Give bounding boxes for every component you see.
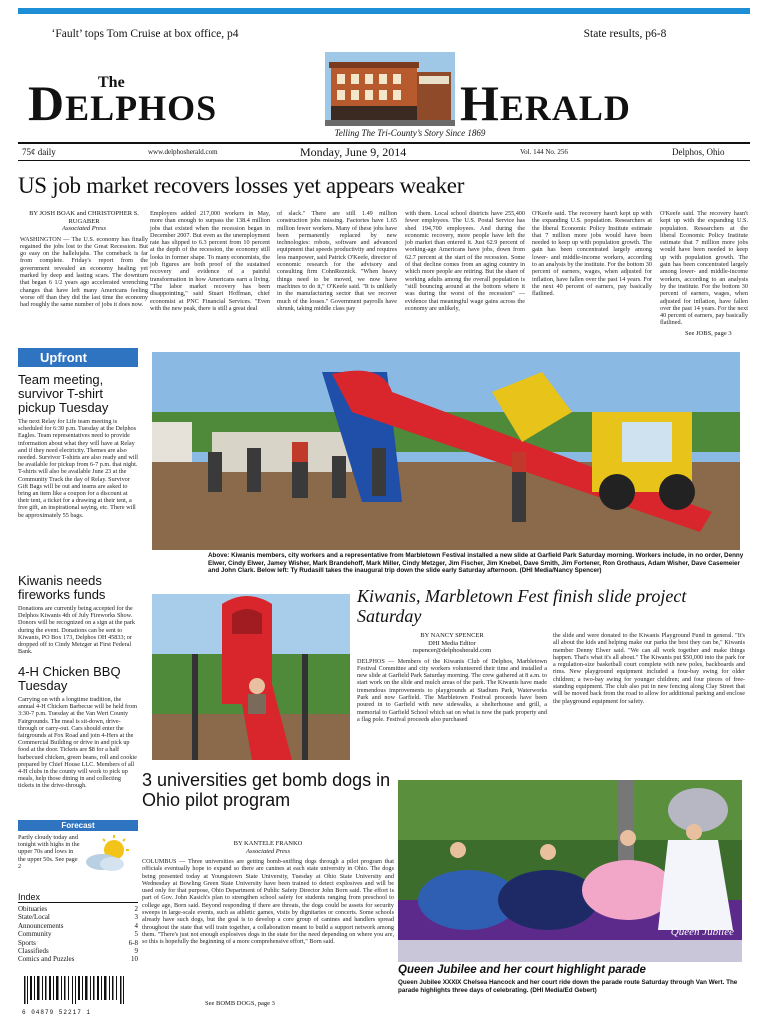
masthead-delphos: DELPHOS (28, 75, 218, 131)
upfront-sidebar (18, 348, 138, 964)
forecast-header: Forecast (18, 820, 138, 831)
teaser-right[interactable]: State results, p6-8 (583, 28, 667, 40)
upfront-item-1-body: The next Relay for Life team meeting is scheduled for 6:30 p.m. Tuesday at the Delphos Eagles. Team representatives need to provide information about what they will have at Relay and if they need electricity. Themes are also needed. Survivor T-shirts are also ready and will be available for pickup from 6-7 p.m. that night. T-shirts will also be available June 23 at the Community Track the day of Relay. Survivor Gift Bags will be out and teams are asked to bring an item like a coupon for a discount at their tent, a ticket for a drawing at their tent, a free gift, an inspirational saying, etc. There will be approximately 55 bags. (18, 418, 138, 519)
masthead-herald: HERALD (460, 75, 631, 131)
kiwanis-col-1 (357, 632, 547, 768)
photo-child-on-slide[interactable] (152, 594, 350, 760)
upfront-item-2-body: Donations are currently being accepted for the Delphos Kiwanis 4th of July Fireworks Show. Donors will be recognized on a sign at the park during the event. Donations can be sent to Kiwanis, PO Box 173, Delphos OH 45833; or dropped off to Cindy Metzger at First Federal Bank. (18, 605, 136, 656)
upfront-header: Upfront (18, 348, 138, 367)
lead-jump[interactable]: See JOBS, page 3 (685, 330, 732, 337)
teaser-left[interactable]: ‘Fault’ tops Tom Cruise at box office, p4 (51, 28, 239, 40)
masthead-tagline: Telling The Tri-County’s Story Since 1869 (334, 128, 486, 138)
upfront-item-3-title: 4-H Chicken BBQ Tuesday (18, 664, 121, 693)
kiwanis-text-col-2: the slide and were donated to the Kiwanis Playground Fund in general. "It's all about the kids and helping make our parks the best they can be," Kiwanis member Denny Elwer said. "We can all work together and make things happen. That's what it's all about." The Kiwanis put $50,000 into the park for a regulation-size basketball court complete with new poles, backboards and rims. New playground equipment included a four-bay swing for older children; a two-bay swing for younger children; and four pieces of free-standing equipment. The club also put in new fencing along Clay Street that will be moved back from the road to allow for additional parking and enclose the playground equipment for safety. (553, 632, 745, 705)
bombdogs-headline[interactable]: 3 universities get bomb dogs in Ohio pilot program (142, 770, 391, 810)
photo1-caption: Above: Kiwanis members, city workers and a representative from Marbletown Festival installed a new slide at Garfield Park Saturday morning. Workers include, in no order, Denny Elwer, Cindy Elwer, Jamey Wisher, Mark Brandehoff, Mark Miller, Cindy Metzger, Jim Fischer, Jim Knebel, Dave Smith, Jim Fortener, Ron Grothaus, Adam Wisher, Dave Casemeier and John Clark. Below left: Ty Rudasill takes the inaugural trip down the slide early Saturday afternoon. (DHI Media/Nancy Spencer) (208, 552, 744, 574)
kiwanis-headline[interactable]: Kiwanis, Marbletown Fest finish slide project Saturday (357, 586, 687, 626)
bombdogs-byline-org: Associated Press (246, 847, 290, 855)
lead-text-col-6: O'Keefe said. The recovery hasn't kept up with the expanding U.S. population. Researchers at the liberal Economic Policy Institute estimate that 7 million more jobs would have been needed to keep up with population growth. The gain has been concentrated largely among lower- and middle-income workers, according to an analysis by the institute. For the bottom 30 percent of earners, wages, when adjusted for inflation, have fallen over the past 14 years. For the next 40 percent of earners, pay basically flatlined. (660, 210, 748, 327)
masthead-the: The (98, 74, 125, 91)
website-link[interactable]: www.delphosherald.com (148, 148, 218, 156)
upfront-item-3-body: Carrying on with a longtime tradition, the annual 4-H Chicken Barbecue will be held from 3:30-7 p.m. Tuesday at the Van Wert County Fairgrounds. The meal is sit-down, drive-through or carry-out. Cars should enter the fairgrounds at Fox Road and join 4-Hers at the Commercial Building or drive in and pick up food at the door. Tickets are $8 for a half barbecued chicken, green beans, roll and cookie prepared by Chief House LLC. Members of all 4-H clubs in the county will work to pick up meals, help those dining in and collecting tickets in the drive-through. (18, 696, 138, 790)
price: 75¢ daily (22, 147, 56, 157)
kiwanis-byline: BY NANCY SPENCER (420, 632, 484, 639)
kiwanis-byline-2: DHI Media Editor (428, 639, 476, 647)
location: Delphos, Ohio (672, 147, 725, 157)
lead-byline: BY JOSH BOAK and CHRISTOPHER S. RUGABER (29, 210, 139, 225)
partly-cloudy-icon (80, 834, 136, 874)
bombdogs-body-wrap (142, 840, 394, 994)
volume: Vol. 144 No. 256 (520, 148, 568, 156)
queen-caption: Queen Jubilee XXXIX Chelsea Hancock and her court ride down the parade route Saturday through Van Wert. The parade highlights three days of celebrating. (DHI Media/Ed Gebert) (398, 979, 738, 994)
forecast-box (18, 820, 138, 890)
lead-text-col-4: with them. Local school districts have 255,400 fewer employees. The U.S. Postal Service has shed 194,700 employees. And during the economic recovery, more people have left the job market than entered it. Just 62.9 percent of working-age Americans have jobs, down from 62.7 percent at the start of the recession. Some of that decline comes from an aging country in which more people are retiring. But the share of working adults among the overall population is "still bouncing around at the bottom where it was during the worst of the recession" — evidence that meaningful wage gains across the economy are unlikely, (405, 210, 525, 312)
queen-headline[interactable]: Queen Jubilee and her court highlight parade (398, 964, 646, 976)
lead-text-col-1: WASHINGTON — The U.S. economy has finally regained the jobs lost to the Great Recession. But go easy on the hallelujahs. The comeback is far from complete. Friday's report from the government revealed an economy healing yet marked by deep and lasting scars. The downturn that began 6 1/2 years ago accelerated wrenching changes that have left many Americans feeling worse off than they did the last time the economy had roughly the same number of jobs it does now. (20, 235, 148, 309)
index-row[interactable]: Community 5 (18, 930, 138, 939)
index-row[interactable]: Comics and Puzzles 10 (18, 955, 138, 964)
lead-byline-org: Associated Press (62, 225, 106, 232)
issue-date: Monday, June 9, 2014 (300, 145, 407, 159)
dateline-rule-top (18, 142, 750, 144)
upfront-item-2-title: Kiwanis needs fireworks funds (18, 573, 106, 602)
bombdogs-text: COLUMBUS — Three universities are getting bomb-sniffing dogs through a pilot program that officials eventually hope to expand so there are canines at each state university in Ohio. The dogs being presented today at Youngstown State University, Tuesday at Ohio State University and Wednesday at Bowling Green State University have been trained to detect explosives and will be used only for that purpose, Ohio Department of Public Safety Director John Born said. The effort is part of Gov. John Kasich's plan to strengthen school safety for students ranging from preschool to college age, Born said. Beyond responding if there are threats, the dogs could be assets for security sweeps in large-scale events, such as athletic games, visits by dignitaries or concerts. Some schools already have such dogs, but the goal is to develop a core group of canines and handlers spread throughout the state that will train together, a collaboration meant to build a support network among them. "There's just not enough explosives dogs in the state for the need depending on where you are, so this is hopefully the beginning of a more comprehensive effort," Born said. (142, 858, 394, 946)
lead-headline[interactable]: US job market recovers losses yet appears weaker (18, 173, 465, 198)
kiwanis-byline-3: nspencer@delphosherald.com (412, 647, 492, 654)
float-banner: Queen Jubilee (670, 926, 734, 938)
barcode-digits: 6 04879 52217 1 (22, 1009, 92, 1016)
photo-queen-jubilee[interactable] (398, 780, 742, 962)
top-accent-bar (18, 8, 750, 14)
barcode (22, 976, 130, 1016)
bombdogs-jump[interactable]: See BOMB DOGS, page 3 (205, 1000, 275, 1007)
index-row[interactable]: Obituaries 2 (18, 905, 138, 913)
dateline-rule-bottom (18, 160, 750, 161)
masthead-building-illustration (325, 52, 455, 126)
index-row[interactable]: Classifieds 9 (18, 947, 138, 956)
lead-col-1 (20, 210, 148, 344)
index-header: Index (18, 892, 138, 903)
lead-text-col-5: O'Keefe said. The recovery hasn't kept up with the expanding U.S. population. Researchers at the liberal Economic Policy Institute estimate that 7 million more jobs would have been needed to keep up with population growth. The gain has been concentrated largely among lower- and middle-income workers, according to an analysis by the institute. For the bottom 30 percent of earners, wages, when adjusted for inflation, have fallen over the past 14 years. For the next 40 percent of earners, pay basically flatlined. (532, 210, 652, 298)
forecast-text: Partly cloudy today and tonight with highs in the upper 70s and lows in the upper 50s. See page 2 (18, 834, 80, 870)
index-row[interactable]: Sports 6-8 (18, 938, 138, 947)
photo-slide-installation[interactable] (152, 352, 740, 550)
index-row[interactable]: Announcements 4 (18, 921, 138, 930)
bombdogs-byline: BY KANTELE FRANKO (233, 840, 303, 847)
index-row[interactable]: State/Local 3 (18, 913, 138, 922)
kiwanis-text-col-1: DELPHOS — Members of the Kiwanis Club of Delphos, Marbletown Festival Committee and city workers volunteered their time and installed a new slide at Garfield Park Saturday morning. The crew gathered at 8 a.m. to start work on the slide and mulch areas of the park. The Kiwanis have made tremendous improvements to playgrounds at Stadium Park, Waterworks Park and now Garfield. The Marbletown Festival proceeds have been poured in to Garfield with new sidewalks, a shelterhouse and grill, a memorial to Garfield School which sat on what is now the park property and a flag pole. Festival proceeds also purchased (357, 657, 547, 723)
upfront-item-1-title: Team meeting, survivor T-shirt pickup Tuesday (18, 372, 109, 415)
lead-text-col-3: of slack." There are still 1.49 million construction jobs missing. Factories have 1.65 million fewer workers. Many of these jobs have been permanently replaced by new technologies: robots, software and advanced equipment that speeds productivity and requires less manpower, said Patrick O'Keefe, director of economic research for the advisory and consulting firm CohnReznick. "When heavy things need to be moved, we now have machines to do it," O'Keefe said. "It is unlikely in the manufacturing sector that we recover much of the losses." Government payrolls have shrunk, taking middle class pay (277, 210, 397, 312)
index-box (18, 892, 138, 964)
lead-text-col-2: Employers added 217,000 workers in May, more than enough to surpass the 138.4 million jobs that existed when the recession began in December 2007. But even as the unemployment rate has slipped to 6.3 percent from 10 percent at the depth of the recession, the economy still looks in former shape. To many economists, the job figures are both proof of the sustained recovery and evidence of a painful transformation in how Americans earn a living. "The labor market recovery has been disappointing," said Stuart Hoffman, chief economist at PNC Financial Services. "Even with the new peak, there is still a great deal (150, 210, 270, 312)
